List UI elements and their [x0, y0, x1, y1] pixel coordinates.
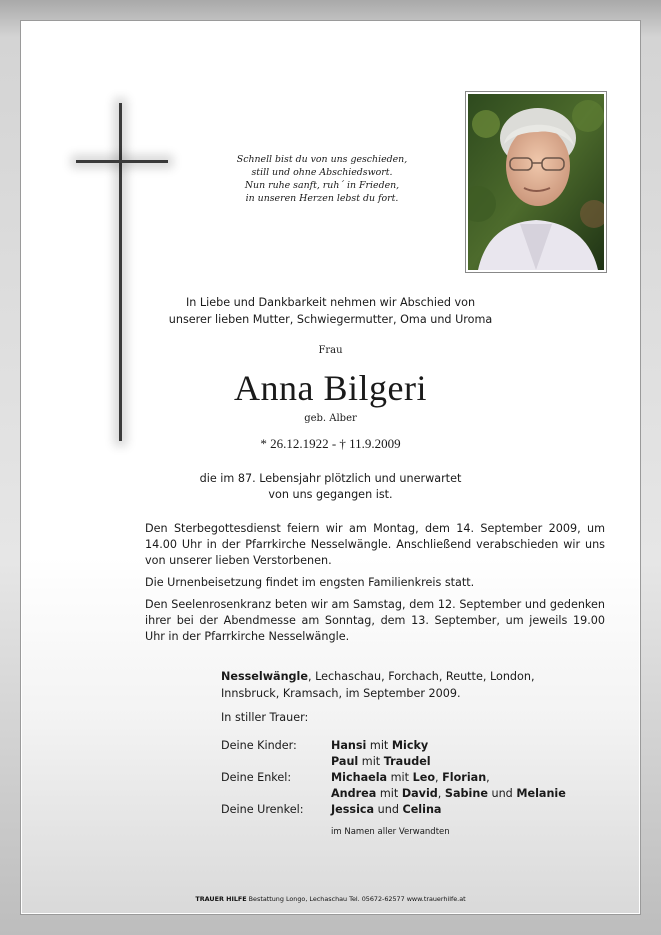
- paragraph-funeral-mass: Den Sterbegottesdienst feiern wir am Montag, dem 14. September 2009, um 14.00 Uhr in der Pfarrkirche Nesselwängle. Anschließend verabschieden wir uns von unserer lieben Verstorbenen.: [145, 522, 605, 567]
- family-row-great-grandchildren: [221, 802, 621, 818]
- poem-line: in unseren Herzen lebst du fort.: [245, 193, 399, 204]
- family-row-children: [221, 738, 621, 754]
- poem-line: Schnell bist du von uns geschieden,: [236, 154, 408, 165]
- portrait-image: [468, 94, 604, 270]
- paragraph-urn-burial: Die Urnenbeisetzung findet im engsten Familienkreis statt.: [145, 576, 475, 589]
- portrait-photo: [465, 91, 607, 273]
- paragraph-rosary: Den Seelenrosenkranz beten wir am Samstag, dem 12. September und gedenken ihrer bei der Abendmesse am Sonntag, dem 13. September, um jeweils 19.00 Uhr in der Pfarrkirche Nesselwängle.: [145, 598, 605, 643]
- children-label: Deine Kinder:: [221, 739, 297, 752]
- age-line: die im 87. Lebensjahr plötzlich und unerwartet: [199, 472, 462, 485]
- mourning-label: In stiller Trauer:: [221, 711, 309, 724]
- family-row-grandchildren: [221, 770, 621, 786]
- place-line2: Innsbruck, Kramsach, im September 2009.: [221, 687, 461, 700]
- age-text: [21, 471, 640, 503]
- place-rest: , Lechaschau, Forchach, Reutte, London,: [307, 670, 535, 683]
- children-entry: Paul mit Traudel: [331, 755, 431, 768]
- age-line: von uns gegangen ist.: [268, 488, 393, 501]
- deceased-name: Anna Bilgeri: [234, 368, 427, 408]
- maiden-name: geb. Alber: [304, 413, 357, 424]
- relatives-note: im Namen aller Verwandten: [331, 827, 450, 837]
- intro-text: [21, 294, 640, 328]
- place-town: Nesselwängle: [221, 670, 308, 683]
- poem: [211, 153, 433, 205]
- family-row-grandchildren-2: [221, 786, 621, 802]
- children-entry: Hansi mit Micky: [331, 739, 429, 752]
- footer-contact: Bestattung Longo, Lechaschau Tel. 05672-62577 www.trauerhilfe.at: [246, 895, 466, 903]
- cross-horizontal-beam: [76, 160, 168, 163]
- great-grandchildren-entry: Jessica und Celina: [331, 803, 442, 816]
- salutation: Frau: [318, 345, 343, 356]
- grandchildren-entry: Andrea mit David, Sabine und Melanie: [331, 787, 566, 800]
- intro-line: In Liebe und Dankbarkeit nehmen wir Abschied von: [185, 296, 476, 309]
- footer-brand: TRAUER HILFE: [195, 895, 247, 903]
- poem-line: still und ohne Abschiedswort.: [251, 167, 393, 178]
- great-grandchildren-label: Deine Urenkel:: [221, 803, 304, 816]
- life-dates: * 26.12.1922 - † 11.9.2009: [260, 436, 401, 451]
- grandchildren-label: Deine Enkel:: [221, 771, 292, 784]
- family-list: [221, 738, 621, 818]
- grandchildren-entry: Michaela mit Leo, Florian,: [331, 771, 490, 784]
- footer: [21, 895, 640, 903]
- intro-line: unserer lieben Mutter, Schwiegermutter, Oma und Uroma: [168, 313, 493, 326]
- place-and-date: [221, 668, 601, 702]
- family-row-children-2: [221, 754, 621, 770]
- obituary-card: [20, 20, 641, 915]
- poem-line: Nun ruhe sanft, ruh´ in Frieden,: [244, 180, 400, 191]
- service-details: [145, 521, 605, 651]
